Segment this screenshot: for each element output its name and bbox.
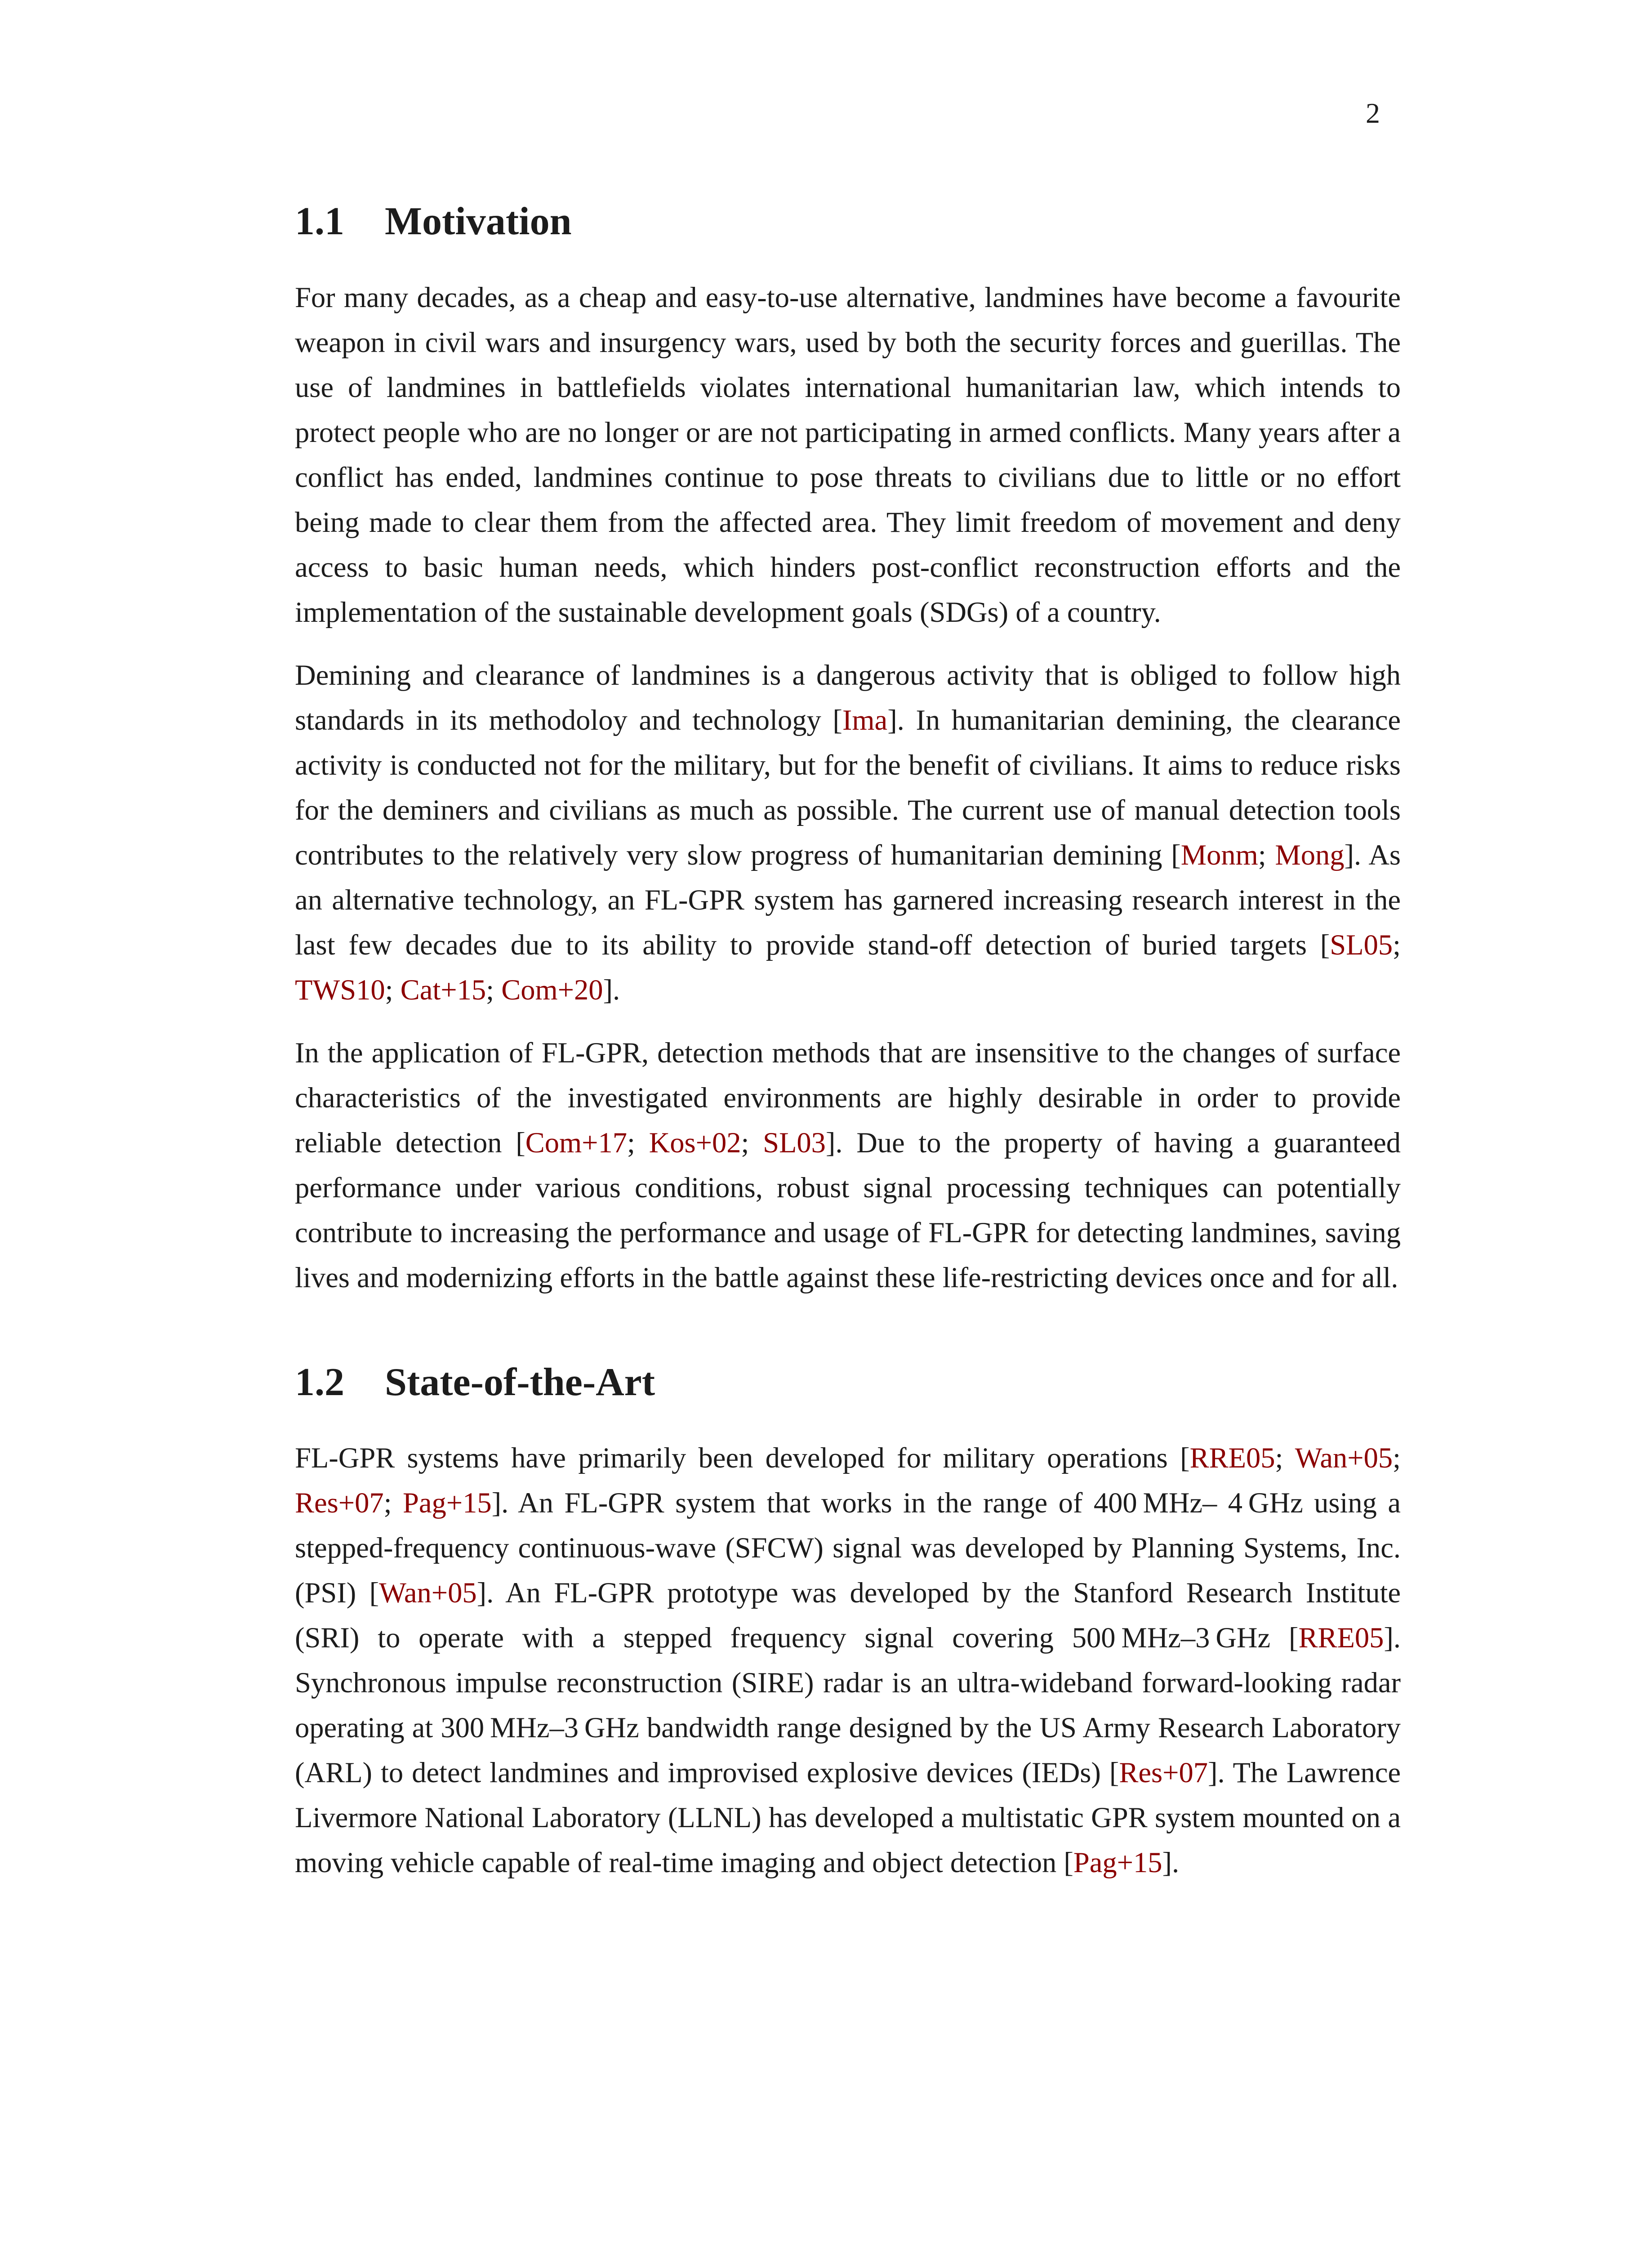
paragraph-text: ]. An FL-GPR prototype was developed by the Stanford Research Institute (SRI) to operate with a stepped frequency signal covering 500 MHz–3 GHz [ [295,1577,1401,1654]
citation-link[interactable]: RRE05 [1189,1442,1275,1474]
citation-link[interactable]: Pag+15 [1073,1847,1162,1879]
paragraph-text: ]. [1162,1847,1180,1879]
citation-link[interactable]: Res+07 [1119,1757,1208,1789]
paragraph-text: ; [1393,1442,1401,1474]
paragraph-text: ]. An FL-GPR system that works in the range of 400 MHz– 4 GHz using a stepped-frequency continuous-wave (SFCW) signal was developed by Planning Systems, Inc. (PSI) [ [295,1487,1401,1609]
paragraph-text: ; [1275,1442,1295,1474]
section-heading [295,198,1401,245]
paragraph-text: ; [385,973,401,1006]
paragraph-text: ; [383,1487,403,1519]
paragraph-text: Demining and clearance of landmines is a dangerous activity that is obliged to follow high standards in its methodoloy and technology [ [295,659,1401,736]
citation-link[interactable]: Res+07 [295,1487,384,1519]
section-title: State-of-the-Art [385,1360,655,1404]
citation-link[interactable]: Cat+15 [400,973,486,1006]
section-title: Motivation [385,200,572,243]
citation-link[interactable]: Mong [1275,839,1345,871]
paragraph-text: For many decades, as a cheap and easy-to-use alternative, landmines have become a favourite weapon in civil wars and insurgency wars, used by both the security forces and guerillas. The use of landmines in battlefields violates international humanitarian law, which intends to protect people who are no longer or are not participating in armed conflicts. Many years after a conflict has ended, landmines continue to pose threats to civilians due to little or no effort being made to clear them from the affected area. They limit freedom of movement and deny access to basic human needs, which hinders post-conflict reconstruction efforts and the implementation of the sustainable development goals (SDGs) of a country. [295,281,1401,628]
paragraph-text: ]. As an alternative technology, an FL-GPR system has garnered increasing research interest in the last few decades due to its ability to provide stand-off detection of buried targets [ [295,839,1401,961]
page-content [295,198,1401,1885]
paragraph-text: ]. Synchronous impulse reconstruction (SIRE) radar is an ultra-wideband forward-looking radar operating at 300 MHz–3 GHz bandwidth range designed by the US Army Research Laboratory (ARL) to detect landmines and improvised explosive devices (IEDs) [ [295,1622,1401,1789]
citation-link[interactable]: Pag+15 [403,1487,492,1519]
paragraph-text: ; [741,1126,763,1159]
section-heading [295,1359,1401,1406]
section-number: 1.2 [295,1360,344,1404]
paragraph-text: FL-GPR systems have primarily been developed for military operations [ [295,1442,1190,1474]
paragraph-text: ]. In humanitarian demining, the clearance activity is conducted not for the military, but for the benefit of civilians. It aims to reduce risks for the deminers and civilians as much as possible. The current use of manual detection tools contributes to the relatively very slow progress of humanitarian demining [ [295,704,1401,871]
paragraph-text: ]. The Lawrence Livermore National Laboratory (LLNL) has developed a multistatic GPR system mounted on a moving vehicle capable of real-time imaging and object detection [ [295,1757,1401,1879]
section-state-of-the-art [295,1359,1401,1886]
paragraph [295,1030,1401,1300]
citation-link[interactable]: Com+17 [525,1126,628,1159]
paragraph-text: ; [627,1126,649,1159]
section-motivation [295,198,1401,1300]
page-number: 2 [1366,97,1380,129]
paragraph [295,275,1401,635]
citation-link[interactable]: Wan+05 [1295,1442,1393,1474]
citation-link[interactable]: SL05 [1330,928,1393,961]
citation-link[interactable]: Wan+05 [379,1577,477,1609]
paragraph-text: ; [1258,839,1275,871]
citation-link[interactable]: Com+20 [501,973,603,1006]
paragraph [295,653,1401,1012]
paragraph-text: In the application of FL-GPR, detection methods that are insensitive to the changes of surface characteristics of the investigated environments are highly desirable in order to provide reliable detection [ [295,1036,1401,1159]
citation-link[interactable]: SL03 [763,1126,826,1159]
citation-link[interactable]: Monm [1180,839,1258,871]
citation-link[interactable]: TWS10 [295,973,385,1006]
paragraph-text: ; [1393,928,1401,961]
citation-link[interactable]: Ima [842,704,888,736]
paragraph-text: ]. Due to the property of having a guaranteed performance under various conditions, robust signal processing techniques can potentially contribute to increasing the performance and usage of FL-GPR for detecting landmines, saving lives and modernizing efforts in the battle against these life-restricting devices once and for all. [295,1126,1401,1293]
paragraph-text: ]. [603,973,620,1006]
paragraph-text: ; [486,973,502,1006]
citation-link[interactable]: RRE05 [1298,1622,1384,1654]
citation-link[interactable]: Kos+02 [649,1126,741,1159]
paragraph [295,1436,1401,1885]
section-number: 1.1 [295,200,344,243]
